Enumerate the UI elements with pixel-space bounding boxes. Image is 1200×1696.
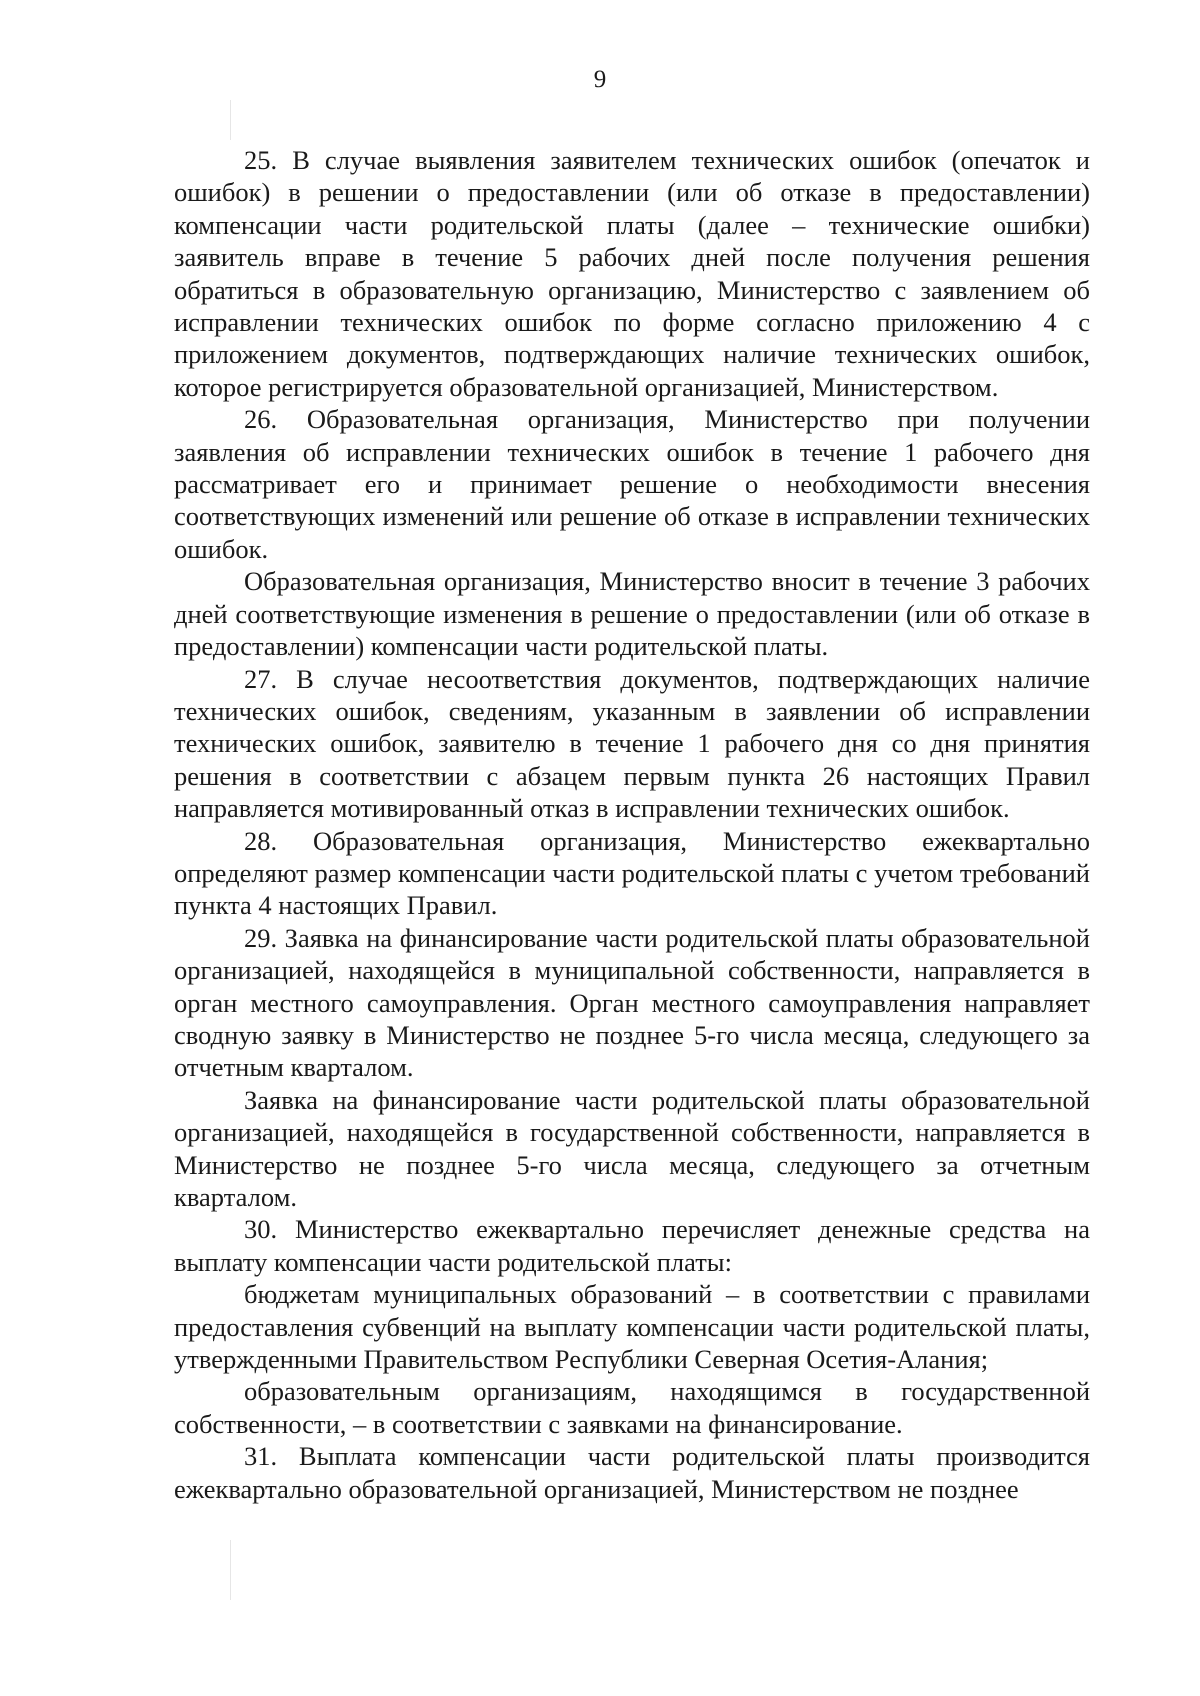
document-body bbox=[174, 144, 1090, 1505]
page-number: 9 bbox=[593, 66, 607, 93]
paragraph-31: 31. Выплата компенсации части родительской платы производится ежеквартально образовательной организацией, Министерством не позднее bbox=[174, 1441, 1090, 1504]
scan-artifact-line bbox=[230, 100, 231, 140]
paragraph-30-item-state: образовательным организациям, находящимся в государственной собственности, – в соответствии с заявками на финансирование. bbox=[174, 1376, 1090, 1439]
paragraph-27: 27. В случае несоответствия документов, подтверждающих наличие технических ошибок, сведениям, указанным в заявлении об исправлении технических ошибок, заявителю в течение 1 рабочего дня со дня принятия решения в соответствии с абзацем первым пункта 26 настоящих Правил направляется мотивированный отказ в исправлении технических ошибок. bbox=[174, 663, 1090, 824]
paragraph-26-continued: Образовательная организация, Министерство вносит в течение 3 рабочих дней соответствующие изменения в решение о предоставлении (или об отказе в предоставлении) компенсации части родительской платы. bbox=[174, 566, 1090, 662]
paragraph-28: 28. Образовательная организация, Министерство ежеквартально определяют размер компенсации части родительской платы с учетом требований пункта 4 настоящих Правил. bbox=[174, 825, 1090, 921]
paragraph-30-item-municipal: бюджетам муниципальных образований – в соответствии с правилами предоставления субвенций на выплату компенсации части родительской платы, утвержденными Правительством Республики Северная Осетия-Алания; bbox=[174, 1279, 1090, 1375]
scan-artifact-line bbox=[230, 1540, 231, 1600]
paragraph-26: 26. Образовательная организация, Министерство при получении заявления об исправлении технических ошибок в течение 1 рабочего дня рассматривает его и принимает решение о необходимости внесения соответствующих изменений или решение об отказе в исправлении технических ошибок. bbox=[174, 404, 1090, 564]
paragraph-29-continued: Заявка на финансирование части родительской платы образовательной организацией, находящейся в государственной собственности, направляется в Министерство не позднее 5-го числа месяца, следующего за отчетным кварталом. bbox=[174, 1084, 1090, 1212]
paragraph-25: 25. В случае выявления заявителем технических ошибок (опечаток и ошибок) в решении о предоставлении (или об отказе в предоставлении) компенсации части родительской платы (далее – технические ошибки) заявитель вправе в течение 5 рабочих дней после получения решения обратиться в образовательную организацию, Министерство с заявлением об исправлении технических ошибок по форме согласно приложению 4 с приложением документов, подтверждающих наличие технических ошибок, которое регистрируется образовательной организацией, Министерством. bbox=[174, 145, 1090, 402]
paragraph-30: 30. Министерство ежеквартально перечисляет денежные средства на выплату компенсации части родительской платы: bbox=[174, 1214, 1090, 1277]
paragraph-29: 29. Заявка на финансирование части родительской платы образовательной организацией, находящейся в муниципальной собственности, направляется в орган местного самоуправления. Орган местного самоуправления направляет сводную заявку в Министерство не позднее 5-го числа месяца, следующего за отчетным кварталом. bbox=[174, 922, 1090, 1083]
